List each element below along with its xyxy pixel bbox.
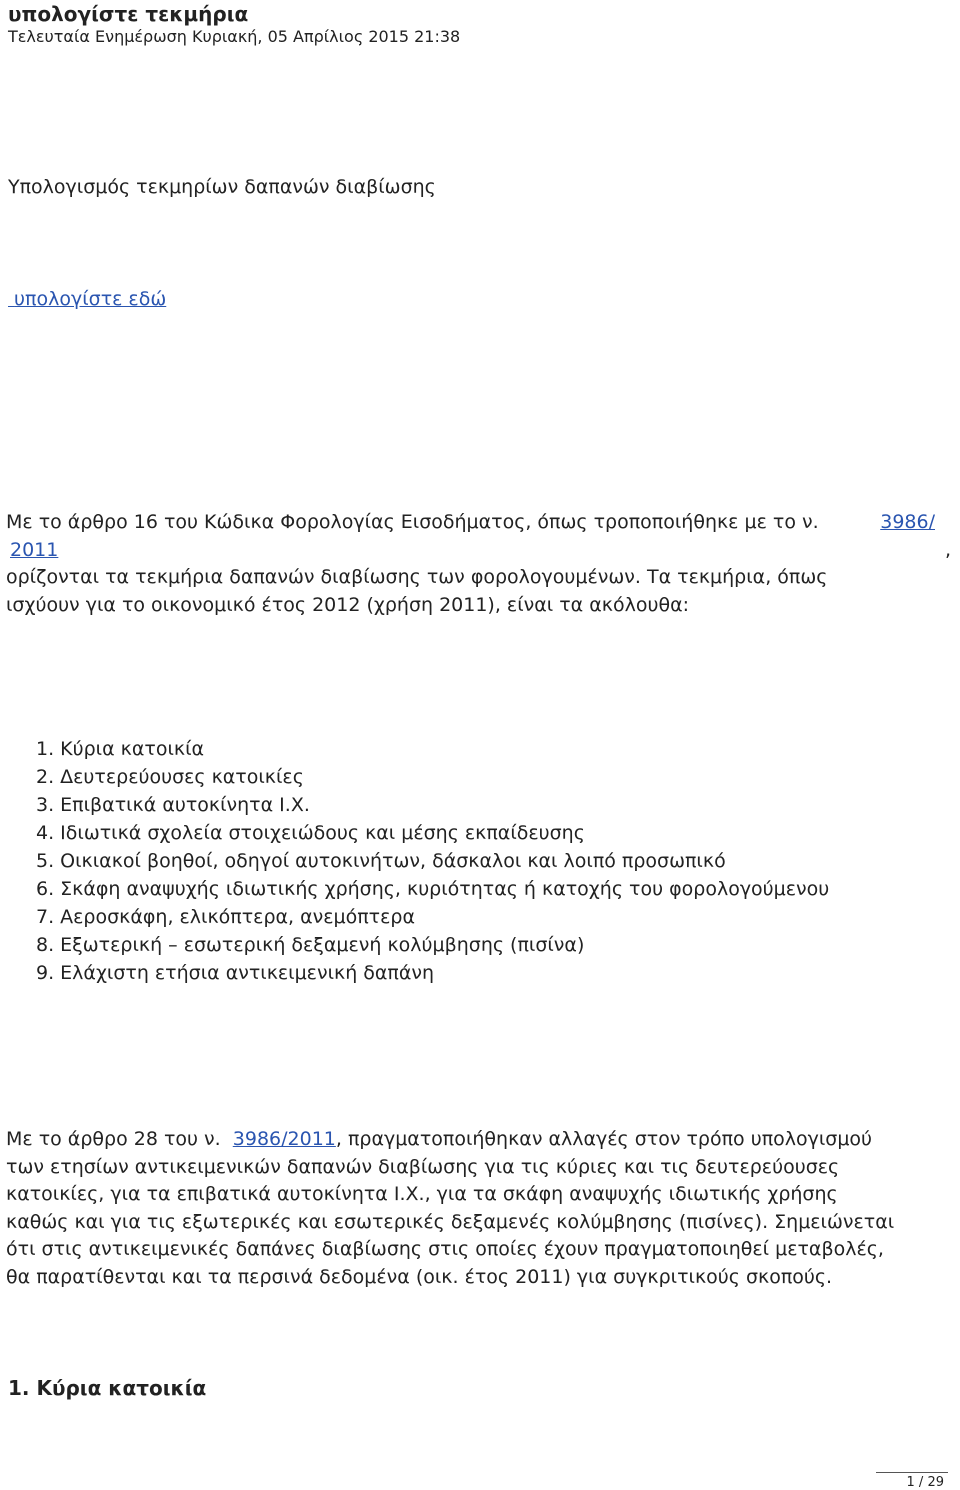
- page-number: 1 / 29: [906, 1475, 944, 1490]
- intro-line: ισχύουν για το οικονομικό έτος 2012 (χρήση 2011), είναι τα ακόλουθα:: [6, 593, 689, 616]
- list-item: 7. Αεροσκάφη, ελικόπτερα, ανεμόπτερα: [36, 906, 415, 928]
- footer-divider: [876, 1472, 948, 1473]
- list-item: 9. Ελάχιστη ετήσια αντικειμενική δαπάνη: [36, 962, 435, 984]
- calculate-here-link-label[interactable]: υπολογίστε εδώ: [14, 288, 167, 310]
- paragraph-line: καθώς και για τις εξωτερικές και εσωτερικές δεξαμενές κολύμβησης (πισίνες). Σημειώνεται: [6, 1210, 895, 1233]
- last-updated-text: Τελευταία Ενημέρωση Κυριακή, 05 Απρίλιος 2015 21:38: [8, 27, 461, 46]
- paragraph-line: των ετησίων αντικειμενικών δαπανών διαβίωσης για τις κύριες και τις δευτερεύουσες: [6, 1155, 840, 1178]
- paragraph-text: Με το άρθρο 28 του ν.: [6, 1128, 221, 1150]
- intro-comma: ,: [944, 538, 951, 561]
- list-item: 2. Δευτερεύουσες κατοικίες: [36, 766, 304, 788]
- law-3986-link-part1[interactable]: 3986/: [880, 511, 935, 533]
- intro-line: [6, 509, 951, 537]
- intro-line-text: Με το άρθρο 16 του Κώδικα Φορολογίας Εισοδήματος, όπως τροποποιήθηκε με το ν.: [6, 511, 819, 533]
- list-item: 8. Εξωτερική – εσωτερική δεξαμενή κολύμβησης (πισίνα): [36, 934, 585, 956]
- article-28-paragraph: [6, 1126, 894, 1291]
- list-item: 6. Σκάφη αναψυχής ιδιωτικής χρήσης, κυριότητας ή κατοχής του φορολογούμενου: [36, 878, 830, 900]
- main-residence-heading: 1. Κύρια κατοικία: [8, 1376, 207, 1400]
- list-item: 5. Οικιακοί βοηθοί, οδηγοί αυτοκινήτων, δάσκαλοι και λοιπό προσωπικό: [36, 850, 726, 872]
- intro-paragraph: [6, 509, 951, 619]
- paragraph-text: , πραγματοποιήθηκαν αλλαγές στον τρόπο υπολογισμού: [335, 1128, 873, 1150]
- law-3986-link-part2[interactable]: 2011: [10, 538, 59, 561]
- page-header-title: υπολογίστε τεκμήρια: [8, 2, 249, 26]
- paragraph-line: κατοικίες, για τα επιβατικά αυτοκίνητα Ι.Χ., για τα σκάφη αναψυχής ιδιωτικής χρήσης: [6, 1183, 838, 1205]
- intro-line: ορίζονται τα τεκμήρια δαπανών διαβίωσης των φορολογουμένων. Τα τεκμήρια, όπως: [6, 566, 828, 588]
- paragraph-line: ότι στις αντικειμενικές δαπάνες διαβίωσης στις οποίες έχουν πραγματοποιηθεί μεταβολές,: [6, 1238, 884, 1260]
- paragraph-line: [6, 1126, 894, 1154]
- list-item: 4. Ιδιωτικά σχολεία στοιχειώδους και μέσης εκπαίδευσης: [36, 822, 585, 844]
- criteria-list: [36, 735, 829, 987]
- paragraph-line: θα παρατίθενται και τα περσινά δεδομένα (οικ. έτος 2011) για συγκριτικούς σκοπούς.: [6, 1265, 833, 1288]
- list-item: 3. Επιβατικά αυτοκίνητα Ι.Χ.: [36, 794, 310, 816]
- law-3986-2011-link[interactable]: 3986/2011: [232, 1128, 336, 1150]
- list-item: 1. Κύρια κατοικία: [36, 738, 205, 760]
- section-title: Υπολογισμός τεκμηρίων δαπανών διαβίωσης: [8, 176, 436, 198]
- calculate-here-link[interactable]: [8, 288, 166, 310]
- intro-line: [6, 537, 951, 565]
